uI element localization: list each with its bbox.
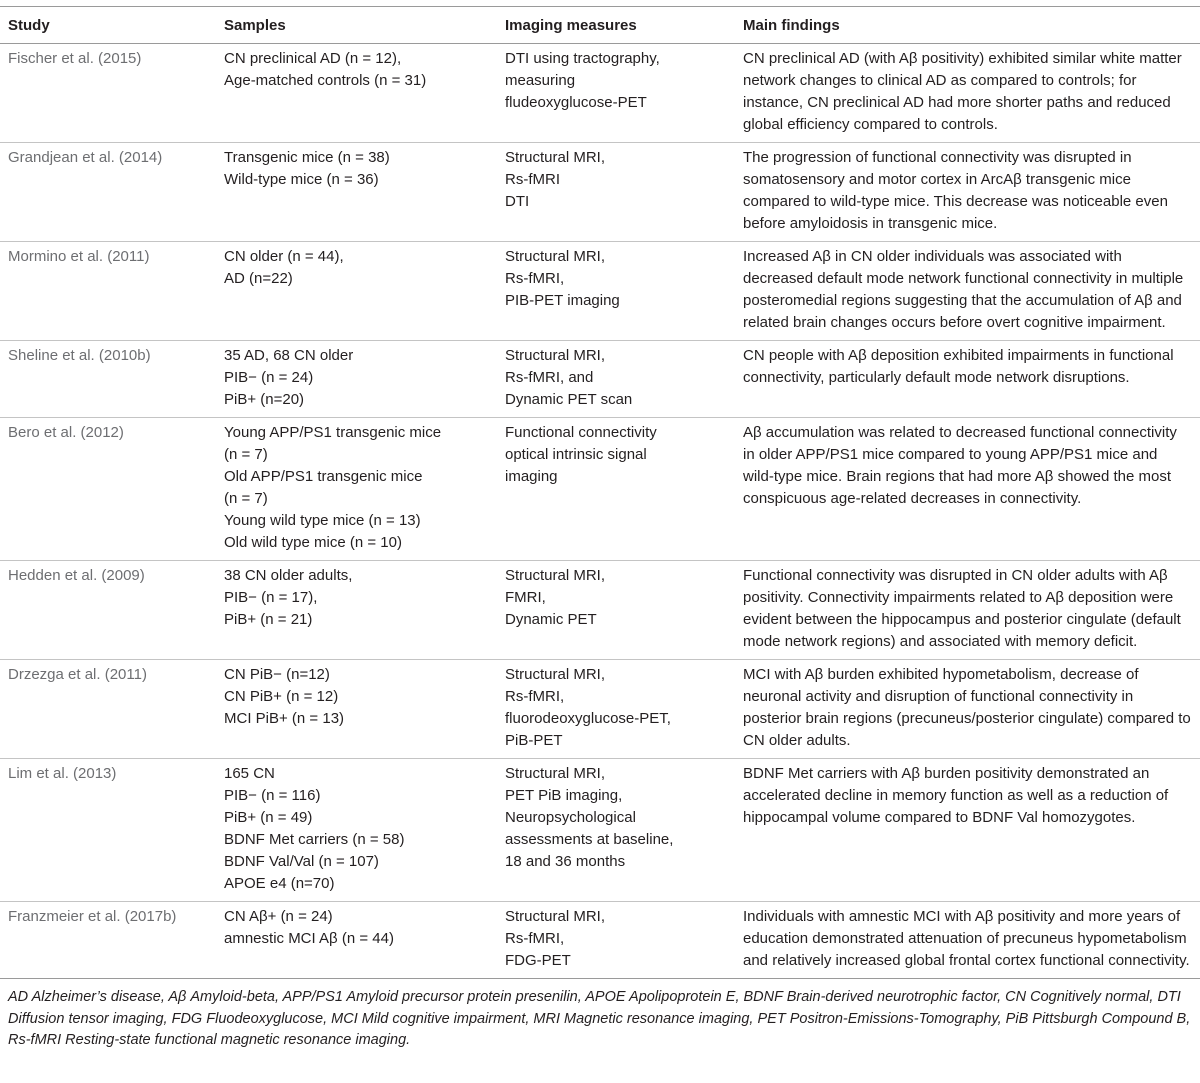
sample-line: 35 AD, 68 CN older [224,347,354,364]
samples-cell [216,418,497,561]
imaging-line: Dynamic PET scan [505,391,633,408]
study-cell: Drzezga et al. (2011) [8,666,147,683]
sample-line: 38 CN older adults, [224,567,353,584]
finding-text: CN preclinical AD (with Aβ positivity) exhibited similar white matter network changes to clinical AD as compared to controls; for instance, CN preclinical AD had more shorter paths and reduced global efficiency compared to controls. [743,50,1182,133]
imaging-line: Rs-fMRI [505,171,560,188]
findings-cell [735,418,1200,561]
sample-line: CN PiB+ (n = 12) [224,688,339,705]
finding-text: BDNF Met carriers with Aβ burden positivity demonstrated an accelerated decline in memory function as well as a reduction of hippocampal volume compared to BDNF Val homozygotes. [743,765,1169,826]
finding-text: Increased Aβ in CN older individuals was associated with decreased default mode network functional connectivity in multiple posteromedial regions suggesting that the accumulation of Aβ and related brain changes occurs before overt cognitive impairment. [743,248,1184,331]
imaging-line: Rs-fMRI, [505,688,565,705]
imaging-line: Rs-fMRI, [505,270,565,287]
samples-cell [216,341,497,418]
imaging-line: DTI [505,193,530,210]
findings-cell [735,242,1200,341]
samples-cell [216,759,497,902]
imaging-line: FDG-PET [505,952,571,969]
sample-line: (n = 7) [224,490,268,507]
table-row [0,418,1200,561]
findings-cell [735,143,1200,242]
samples-cell [216,44,497,143]
imaging-cell [497,418,735,561]
imaging-line: assessments at baseline, [505,831,674,848]
sample-line: Wild-type mice (n = 36) [224,171,379,188]
imaging-line: Structural MRI, [505,149,606,166]
sample-line: CN PiB− (n=12) [224,666,330,683]
findings-cell [735,759,1200,902]
imaging-line: Structural MRI, [505,248,606,265]
sample-line: Old wild type mice (n = 10) [224,534,402,551]
header-main-findings: Main findings [735,7,1200,44]
findings-cell [735,561,1200,660]
imaging-cell [497,759,735,902]
sample-line: CN Aβ+ (n = 24) [224,908,333,925]
findings-cell [735,902,1200,979]
samples-cell [216,143,497,242]
study-cell: Hedden et al. (2009) [8,567,145,584]
imaging-cell [497,341,735,418]
finding-text: Individuals with amnestic MCI with Aβ positivity and more years of education demonstrated attenuation of precuneus hypometabolism and relatively increased global frontal cortex functional connectivity. [743,908,1190,969]
imaging-line: Rs-fMRI, and [505,369,594,386]
imaging-line: Rs-fMRI, [505,930,565,947]
imaging-line: measuring [505,72,576,89]
table-row [0,143,1200,242]
study-cell: Bero et al. (2012) [8,424,124,441]
finding-text: The progression of functional connectivity was disrupted in somatosensory and motor cortex in ArcAβ transgenic mice compared to wild-type mice. This decrease was noticeable even before amyloidosis in transgenic mice. [743,149,1168,232]
sample-line: PIB− (n = 116) [224,787,321,804]
study-cell: Mormino et al. (2011) [8,248,150,265]
finding-text: CN people with Aβ deposition exhibited impairments in functional connectivity, particularly default mode network disruptions. [743,347,1174,386]
imaging-cell [497,143,735,242]
imaging-line: PET PiB imaging, [505,787,623,804]
imaging-line: 18 and 36 months [505,853,626,870]
table-row [0,902,1200,979]
table-row [0,341,1200,418]
samples-cell [216,242,497,341]
findings-cell [735,44,1200,143]
findings-cell [735,341,1200,418]
imaging-line: Dynamic PET [505,611,597,628]
samples-cell [216,561,497,660]
imaging-line: Structural MRI, [505,765,606,782]
table-body [0,44,1200,979]
sample-line: PiB+ (n=20) [224,391,305,408]
study-cell: Grandjean et al. (2014) [8,149,163,166]
findings-cell [735,660,1200,759]
imaging-cell [497,561,735,660]
sample-line: CN older (n = 44), [224,248,344,265]
sample-line: BDNF Val/Val (n = 107) [224,853,379,870]
imaging-line: fludeoxyglucose-PET [505,94,647,111]
sample-line: APOE e4 (n=70) [224,875,335,892]
sample-line: PiB+ (n = 21) [224,611,313,628]
header-study: Study [0,7,216,44]
sample-line: Transgenic mice (n = 38) [224,149,390,166]
study-cell: Sheline et al. (2010b) [8,347,151,364]
header-samples: Samples [216,7,497,44]
finding-text: Functional connectivity was disrupted in CN older adults with Aβ positivity. Connectivity impairments related to Aβ deposition were evident between the hippocampus and posterior cingulate (default mode network regions) and associated with memory deficit. [743,567,1181,650]
sample-line: (n = 7) [224,446,268,463]
table-row [0,660,1200,759]
sample-line: Old APP/PS1 transgenic mice [224,468,423,485]
imaging-line: Structural MRI, [505,908,606,925]
sample-line: AD (n=22) [224,270,293,287]
imaging-cell [497,660,735,759]
imaging-line: DTI using tractography, [505,50,660,67]
studies-table [0,6,1200,979]
sample-line: BDNF Met carriers (n = 58) [224,831,405,848]
imaging-line: optical intrinsic signal [505,446,647,463]
study-cell: Franzmeier et al. (2017b) [8,908,177,925]
imaging-cell [497,242,735,341]
imaging-line: PiB-PET [505,732,563,749]
sample-line: MCI PiB+ (n = 13) [224,710,345,727]
header-row [0,7,1200,44]
imaging-line: Structural MRI, [505,666,606,683]
imaging-line: fluorodeoxyglucose-PET, [505,710,671,727]
sample-line: amnestic MCI Aβ (n = 44) [224,930,394,947]
imaging-line: Structural MRI, [505,567,606,584]
imaging-line: Neuropsychological [505,809,636,826]
sample-line: Young APP/PS1 transgenic mice [224,424,442,441]
table-row [0,759,1200,902]
table-footnote: AD Alzheimer’s disease, Aβ Amyloid-beta, APP/PS1 Amyloid precursor protein presenilin, APOE Apolipoprotein E, BDNF Brain-derived neurotrophic factor, CN Cognitively normal, DTI Diffusion tensor imaging, FDG Fluodeoxyglucose, MCI Mild cognitive impairment, MRI Magnetic resonance imaging, PET Positron-Emissions-Tomography, PiB Pittsburgh Compound B, Rs-fMRI Resting-state functional magnetic resonance imaging. [8,989,1191,1048]
header-imaging-measures: Imaging measures [497,7,735,44]
finding-text: Aβ accumulation was related to decreased functional connectivity in older APP/PS1 mice compared to young APP/PS1 mice and wild-type mice. Brain regions that had more Aβ showed the most conspicuous age-related decreases in connectivity. [743,424,1177,507]
finding-text: MCI with Aβ burden exhibited hypometabolism, decrease of neuronal activity and disruption of functional connectivity in posterior brain regions (precuneus/posterior cingulate) compared to CN older adults. [743,666,1191,749]
study-cell: Lim et al. (2013) [8,765,117,782]
imaging-line: Structural MRI, [505,347,606,364]
sample-line: Age-matched controls (n = 31) [224,72,427,89]
study-cell: Fischer et al. (2015) [8,50,142,67]
sample-line: CN preclinical AD (n = 12), [224,50,402,67]
imaging-cell [497,44,735,143]
sample-line: Young wild type mice (n = 13) [224,512,421,529]
imaging-line: PIB-PET imaging [505,292,620,309]
imaging-line: imaging [505,468,558,485]
sample-line: PIB− (n = 17), [224,589,318,606]
table-row [0,44,1200,143]
samples-cell [216,902,497,979]
table-row [0,561,1200,660]
imaging-line: FMRI, [505,589,546,606]
table-row [0,242,1200,341]
imaging-cell [497,902,735,979]
sample-line: 165 CN [224,765,275,782]
imaging-line: Functional connectivity [505,424,657,441]
sample-line: PIB− (n = 24) [224,369,314,386]
sample-line: PiB+ (n = 49) [224,809,313,826]
samples-cell [216,660,497,759]
table-header [0,7,1200,44]
